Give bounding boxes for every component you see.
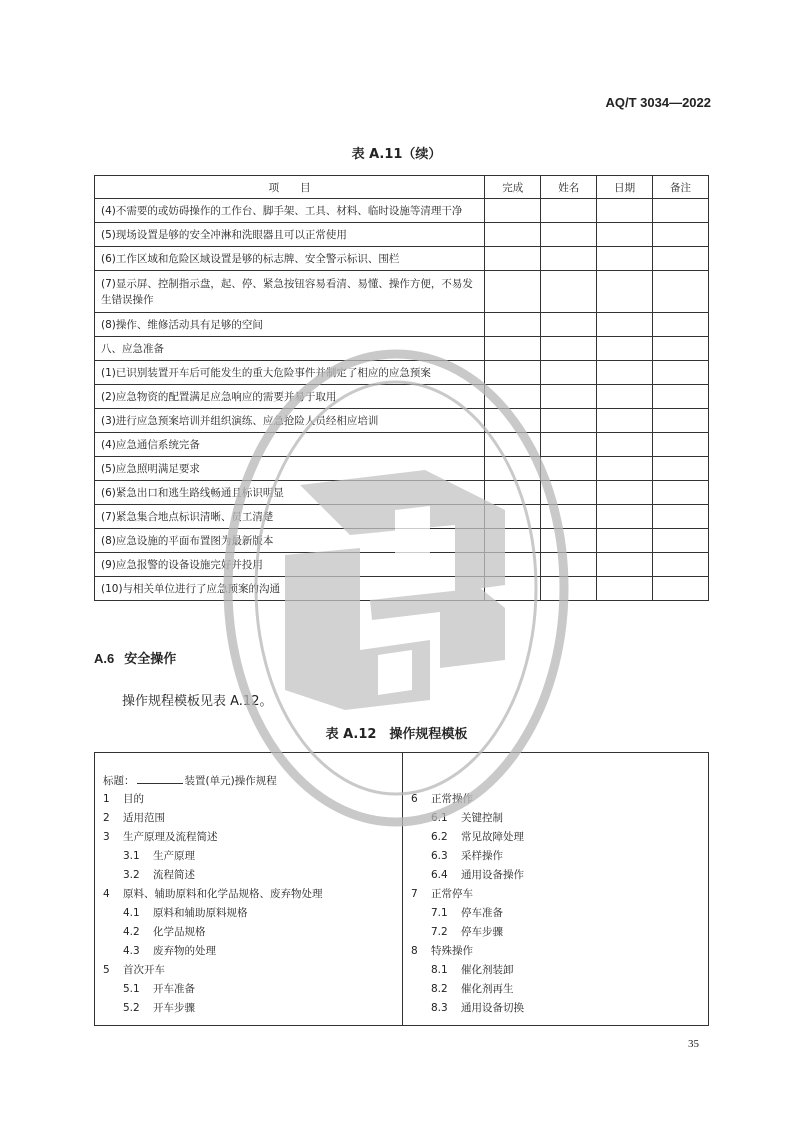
list-item-text: 催化剂再生 <box>461 983 514 995</box>
list-item-text: 停车准备 <box>461 907 503 919</box>
name-cell <box>541 337 597 361</box>
table-row <box>95 577 709 601</box>
list-item-text: 废弃物的处理 <box>153 945 216 957</box>
list-item <box>411 790 701 809</box>
table-row <box>95 505 709 529</box>
complete-cell <box>485 223 541 247</box>
list-item-number: 1 <box>103 793 110 805</box>
list-item-number: 7 <box>411 888 418 900</box>
list-item-text: 通用设备切换 <box>461 1002 524 1014</box>
remarks-cell <box>653 223 709 247</box>
date-cell <box>597 223 653 247</box>
checklist-item-text: (5)应急照明满足要求 <box>95 457 485 481</box>
header-remarks: 备注 <box>653 176 709 199</box>
list-item <box>411 847 701 866</box>
name-cell <box>541 247 597 271</box>
date-cell <box>597 433 653 457</box>
remarks-cell <box>653 199 709 223</box>
complete-cell <box>485 385 541 409</box>
list-item-text: 停车步骤 <box>461 926 503 938</box>
remarks-cell <box>653 409 709 433</box>
complete-cell <box>485 505 541 529</box>
name-cell <box>541 313 597 337</box>
list-item-number: 8.2 <box>431 983 448 995</box>
date-cell <box>597 313 653 337</box>
name-cell <box>541 433 597 457</box>
table-row <box>95 529 709 553</box>
list-item <box>411 885 701 904</box>
list-item-number: 6.2 <box>431 831 448 843</box>
checklist-table <box>94 175 709 601</box>
section-number: A.6 <box>94 651 115 666</box>
date-cell <box>597 505 653 529</box>
name-cell <box>541 577 597 601</box>
section-heading <box>94 648 176 667</box>
list-item <box>411 904 701 923</box>
table-a12-caption: 表 A.12 操作规程模板 <box>325 727 468 742</box>
complete-cell <box>485 199 541 223</box>
checklist-item-text: (5)现场设置是够的安全冲淋和洗眼器且可以正常使用 <box>95 223 485 247</box>
date-cell <box>597 337 653 361</box>
complete-cell <box>485 481 541 505</box>
date-cell <box>597 409 653 433</box>
complete-cell <box>485 433 541 457</box>
name-cell <box>541 385 597 409</box>
remarks-cell <box>653 385 709 409</box>
list-item-text: 开车准备 <box>153 983 195 995</box>
date-cell <box>597 361 653 385</box>
date-cell <box>597 577 653 601</box>
list-item-number: 6.4 <box>431 869 448 881</box>
template-title-prefix: 标题： <box>103 775 135 787</box>
table-row <box>95 247 709 271</box>
checklist-item-text: 八、应急准备 <box>95 337 485 361</box>
checklist-item-text: (7)显示屏、控制指示盘，起、停、紧急按钮容易看清、易懂、操作方便，不易发生错误操作 <box>95 271 485 313</box>
table-row <box>95 271 709 313</box>
list-item <box>411 942 701 961</box>
column-divider <box>402 753 403 1025</box>
list-item <box>103 961 399 980</box>
section-paragraph: 操作规程模板见表 A.12。 <box>122 694 273 709</box>
remarks-cell <box>653 313 709 337</box>
complete-cell <box>485 577 541 601</box>
remarks-cell <box>653 505 709 529</box>
checklist-item-text: (7)紧急集合地点标识清晰、员工清楚 <box>95 505 485 529</box>
table-row <box>95 481 709 505</box>
table-row <box>95 199 709 223</box>
standard-code: AQ/T 3034—2022 <box>605 95 711 110</box>
list-item <box>103 980 399 999</box>
list-item-number: 4 <box>103 888 110 900</box>
list-item <box>103 809 399 828</box>
template-left-column <box>103 771 399 1018</box>
date-cell <box>597 247 653 271</box>
list-item <box>411 923 701 942</box>
list-item-number: 3 <box>103 831 110 843</box>
remarks-cell <box>653 271 709 313</box>
remarks-cell <box>653 247 709 271</box>
list-item-number: 8.1 <box>431 964 448 976</box>
table-row <box>95 409 709 433</box>
checklist-item-text: (9)应急报警的设备设施完好并投用 <box>95 553 485 577</box>
complete-cell <box>485 529 541 553</box>
complete-cell <box>485 271 541 313</box>
remarks-cell <box>653 481 709 505</box>
remarks-cell <box>653 529 709 553</box>
list-item-text: 化学品规格 <box>153 926 206 938</box>
table-row <box>95 337 709 361</box>
list-item-text: 流程简述 <box>153 869 195 881</box>
section-title: 安全操作 <box>124 652 177 667</box>
header-complete: 完成 <box>485 176 541 199</box>
template-title-line <box>103 771 399 790</box>
list-item-text: 正常操作 <box>431 793 473 805</box>
table-row <box>95 385 709 409</box>
table-a11-caption: 表 A.11（续） <box>351 147 442 162</box>
procedure-template-box <box>94 752 709 1026</box>
list-item-text: 特殊操作 <box>431 945 473 957</box>
table-row <box>95 361 709 385</box>
table-row <box>95 313 709 337</box>
title-blank-line <box>137 771 183 784</box>
list-item-number: 6.1 <box>431 812 448 824</box>
list-item-text: 生产原理 <box>153 850 195 862</box>
list-item-text: 常见故障处理 <box>461 831 524 843</box>
list-item-number: 6.3 <box>431 850 448 862</box>
name-cell <box>541 457 597 481</box>
name-cell <box>541 199 597 223</box>
checklist-item-text: (4)不需要的或妨碍操作的工作台、脚手架、工具、材料、临时设施等清理干净 <box>95 199 485 223</box>
list-item-text: 生产原理及流程简述 <box>123 831 218 843</box>
page-number: 35 <box>688 1038 699 1050</box>
list-item-text: 关键控制 <box>461 812 503 824</box>
date-cell <box>597 199 653 223</box>
date-cell <box>597 481 653 505</box>
checklist-item-text: (8)操作、维修活动具有足够的空间 <box>95 313 485 337</box>
list-item-number: 7.1 <box>431 907 448 919</box>
name-cell <box>541 481 597 505</box>
checklist-item-text: (6)工作区域和危险区域设置是够的标志牌、安全警示标识、围栏 <box>95 247 485 271</box>
list-item <box>103 923 399 942</box>
checklist-item-text: (2)应急物资的配置满足应急响应的需要并易于取用 <box>95 385 485 409</box>
list-item <box>411 809 701 828</box>
complete-cell <box>485 247 541 271</box>
remarks-cell <box>653 577 709 601</box>
table-row <box>95 223 709 247</box>
remarks-cell <box>653 553 709 577</box>
list-item-number: 6 <box>411 793 418 805</box>
list-item-text: 适用范围 <box>123 812 165 824</box>
list-item <box>103 904 399 923</box>
list-item-text: 原料、辅助原料和化学品规格、废弃物处理 <box>123 888 323 900</box>
list-item-text: 原料和辅助原料规格 <box>153 907 248 919</box>
list-item <box>103 828 399 847</box>
header-name: 姓名 <box>541 176 597 199</box>
list-item-number: 5.1 <box>123 983 140 995</box>
date-cell <box>597 553 653 577</box>
checklist-item-text: (8)应急设施的平面布置图为最新版本 <box>95 529 485 553</box>
list-item <box>103 885 399 904</box>
complete-cell <box>485 409 541 433</box>
list-item-number: 4.3 <box>123 945 140 957</box>
checklist-item-text: (4)应急通信系统完备 <box>95 433 485 457</box>
date-cell <box>597 529 653 553</box>
table-row <box>95 433 709 457</box>
checklist-item-text: (3)进行应急预案培训并组织演练、应急抢险人员经相应培训 <box>95 409 485 433</box>
list-item-number: 5.2 <box>123 1002 140 1014</box>
date-cell <box>597 385 653 409</box>
list-item <box>411 828 701 847</box>
table-row <box>95 457 709 481</box>
name-cell <box>541 409 597 433</box>
checklist-item-text: (10)与相关单位进行了应急预案的沟通 <box>95 577 485 601</box>
remarks-cell <box>653 361 709 385</box>
complete-cell <box>485 313 541 337</box>
list-item-text: 催化剂装卸 <box>461 964 514 976</box>
list-item <box>103 942 399 961</box>
checklist-item-text: (1)已识别装置开车后可能发生的重大危险事件并制定了相应的应急预案 <box>95 361 485 385</box>
remarks-cell <box>653 457 709 481</box>
list-item-text: 首次开车 <box>123 964 165 976</box>
name-cell <box>541 553 597 577</box>
header-item: 项 目 <box>95 176 485 199</box>
template-right-column <box>411 771 701 1018</box>
list-item-number: 2 <box>103 812 110 824</box>
table-row <box>95 553 709 577</box>
name-cell <box>541 223 597 247</box>
list-item-text: 正常停车 <box>431 888 473 900</box>
spacer-line <box>411 771 701 790</box>
list-item <box>103 999 399 1018</box>
remarks-cell <box>653 337 709 361</box>
list-item <box>411 961 701 980</box>
list-item <box>103 866 399 885</box>
complete-cell <box>485 361 541 385</box>
header-date: 日期 <box>597 176 653 199</box>
date-cell <box>597 457 653 481</box>
template-title-suffix: 装置(单元)操作规程 <box>184 775 277 787</box>
list-item <box>411 866 701 885</box>
list-item-number: 4.1 <box>123 907 140 919</box>
list-item-text: 通用设备操作 <box>461 869 524 881</box>
name-cell <box>541 529 597 553</box>
list-item-text: 目的 <box>123 793 144 805</box>
name-cell <box>541 505 597 529</box>
list-item-number: 8.3 <box>431 1002 448 1014</box>
complete-cell <box>485 457 541 481</box>
list-item <box>103 847 399 866</box>
list-item-number: 3.1 <box>123 850 140 862</box>
table-header-row <box>95 176 709 199</box>
list-item-number: 5 <box>103 964 110 976</box>
list-item-number: 4.2 <box>123 926 140 938</box>
list-item-number: 8 <box>411 945 418 957</box>
checklist-item-text: (6)紧急出口和逃生路线畅通且标识明显 <box>95 481 485 505</box>
complete-cell <box>485 553 541 577</box>
list-item <box>103 790 399 809</box>
remarks-cell <box>653 433 709 457</box>
name-cell <box>541 361 597 385</box>
list-item-number: 3.2 <box>123 869 140 881</box>
list-item-text: 采样操作 <box>461 850 503 862</box>
list-item <box>411 999 701 1018</box>
list-item-number: 7.2 <box>431 926 448 938</box>
list-item <box>411 980 701 999</box>
date-cell <box>597 271 653 313</box>
name-cell <box>541 271 597 313</box>
list-item-text: 开车步骤 <box>153 1002 195 1014</box>
complete-cell <box>485 337 541 361</box>
